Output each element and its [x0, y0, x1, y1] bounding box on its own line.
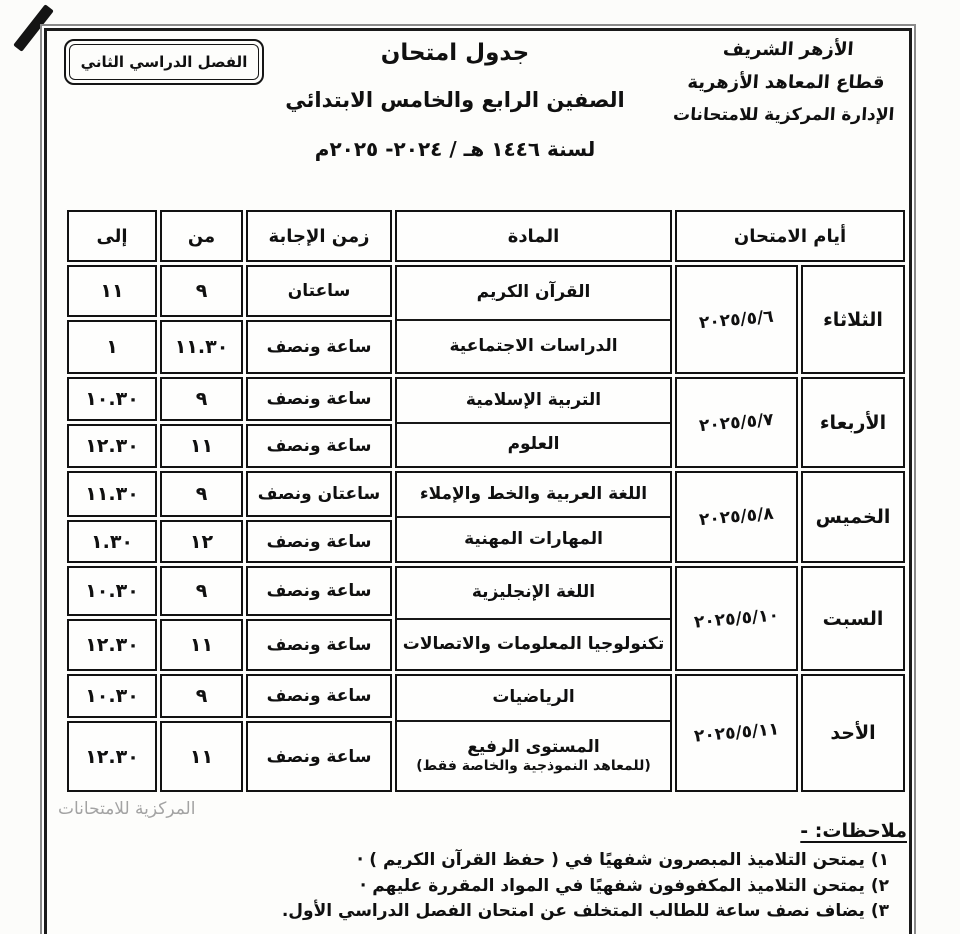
exam-schedule-table	[67, 210, 905, 795]
time-to: ١١.٣٠	[67, 471, 157, 517]
day-name: الأربعاء	[801, 377, 905, 468]
header-from: من	[160, 210, 243, 262]
subject: العلوم	[397, 422, 670, 467]
duration: ساعة ونصف	[246, 424, 392, 468]
day-name: السبت	[801, 566, 905, 671]
page-title: جدول امتحان	[380, 40, 530, 66]
duration: ساعة ونصف	[246, 619, 392, 671]
exam-date	[675, 265, 798, 374]
duration: ساعتان	[246, 265, 392, 317]
time-from: ١١	[160, 619, 243, 671]
subject: تكنولوجيا المعلومات والاتصالات	[397, 618, 670, 670]
day-block-saturday	[67, 566, 905, 671]
time-from: ٩	[160, 377, 243, 421]
header-subject: المادة	[395, 210, 672, 262]
time-to: ١٢.٣٠	[67, 424, 157, 468]
duration: ساعة ونصف	[246, 320, 392, 374]
duration: ساعة ونصف	[246, 520, 392, 563]
time-to: ١	[67, 320, 157, 374]
subject-cell-group	[395, 674, 672, 792]
time-from: ١١.٣٠	[160, 320, 243, 374]
note-item-2: ٢) يمتحن التلاميذ المكفوفون شفهيًا في المواد المقررة عليهم ·	[359, 875, 889, 896]
notes-list	[281, 848, 889, 925]
table-header-row	[67, 210, 905, 262]
exam-date-text: ٢٠٢٥/٥/١٠	[693, 604, 780, 633]
subject: اللغة الإنجليزية	[471, 582, 596, 603]
day-block-tuesday	[67, 265, 905, 374]
header-to: إلى	[67, 210, 157, 262]
title-stack	[235, 40, 675, 161]
logo-line-2: قطاع المعاهد الأزهرية	[686, 72, 886, 93]
time-to: ١١	[67, 265, 157, 317]
duration: ساعة ونصف	[246, 721, 392, 792]
faint-stamp-text: المركزية للامتحانات	[58, 799, 196, 819]
time-to: ١٢.٣٠	[67, 721, 157, 792]
subject-cell-group	[395, 265, 672, 374]
semester-badge	[64, 39, 264, 85]
duration: ساعة ونصف	[246, 674, 392, 718]
exam-date	[675, 674, 798, 792]
header-exam-days: أيام الامتحان	[675, 210, 905, 262]
time-to: ١٠.٣٠	[67, 674, 157, 718]
time-from: ٩	[160, 265, 243, 317]
day-name: الثلاثاء	[801, 265, 905, 374]
logo-line-1: الأزهر الشريف	[722, 39, 855, 60]
time-from: ١١	[160, 424, 243, 468]
day-block-thursday	[67, 471, 905, 563]
time-to: ١.٣٠	[67, 520, 157, 563]
exam-date	[675, 471, 798, 563]
header-duration: زمن الإجابة	[246, 210, 392, 262]
exam-date-text: ٢٠٢٥/٥/٨	[698, 503, 775, 531]
semester-badge-label: الفصل الدراسي الثاني	[69, 44, 259, 80]
time-to: ١٢.٣٠	[67, 619, 157, 671]
time-from: ٩	[160, 566, 243, 616]
exam-date-text: ٢٠٢٥/٥/٧	[698, 409, 775, 436]
subject-cell-group	[395, 566, 672, 671]
subject: التربية الإسلامية	[465, 389, 602, 410]
subject: اللغة العربية والخط والإملاء	[419, 483, 648, 504]
time-from: ١٢	[160, 520, 243, 563]
subject: الرياضيات	[492, 687, 575, 708]
day-block-wednesday	[67, 377, 905, 468]
exam-date	[675, 377, 798, 468]
subject-title: المستوى الرفيع	[467, 736, 600, 757]
note-item-1: ١) يمتحن التلاميذ المبصرون شفهيًا في ( حفظ القرآن الكريم ) ·	[356, 850, 889, 870]
subject-cell-group	[395, 377, 672, 468]
day-block-sunday	[67, 674, 905, 792]
page-frame	[44, 28, 912, 934]
academic-year-line: لسنة ١٤٤٦ هـ / ٢٠٢٤- ٢٠٢٥م	[314, 137, 596, 161]
subject: الدراسات الاجتماعية	[397, 319, 670, 373]
exam-date	[675, 566, 798, 671]
exam-date-text: ٢٠٢٥/٥/٦	[698, 306, 775, 333]
day-name: الأحد	[801, 674, 905, 792]
time-to: ١٠.٣٠	[67, 377, 157, 421]
azhar-calligraphy-logo	[664, 33, 909, 132]
logo-line-3: الإدارة المركزية للامتحانات	[672, 105, 896, 125]
page-subtitle: الصفين الرابع والخامس الابتدائي	[285, 88, 625, 112]
subject-cell-group	[395, 471, 672, 563]
time-from: ١١	[160, 721, 243, 792]
time-from: ٩	[160, 674, 243, 718]
time-from: ٩	[160, 471, 243, 517]
subject	[397, 720, 670, 790]
duration: ساعة ونصف	[246, 377, 392, 421]
subject: القرآن الكريم	[476, 282, 591, 303]
subject-note: (للمعاهد النموذجية والخاصة فقط)	[416, 757, 651, 774]
day-name: الخميس	[801, 471, 905, 563]
note-item-3: ٣) يضاف نصف ساعة للطالب المتخلف عن امتحان الفصل الدراسي الأول.	[281, 901, 889, 921]
duration: ساعة ونصف	[246, 566, 392, 616]
subject: المهارات المهنية	[397, 516, 670, 561]
exam-date-text: ٢٠٢٥/٥/١١	[693, 719, 780, 747]
notes-heading: ملاحظات: -	[800, 820, 907, 842]
time-to: ١٠.٣٠	[67, 566, 157, 616]
duration: ساعتان ونصف	[246, 471, 392, 517]
